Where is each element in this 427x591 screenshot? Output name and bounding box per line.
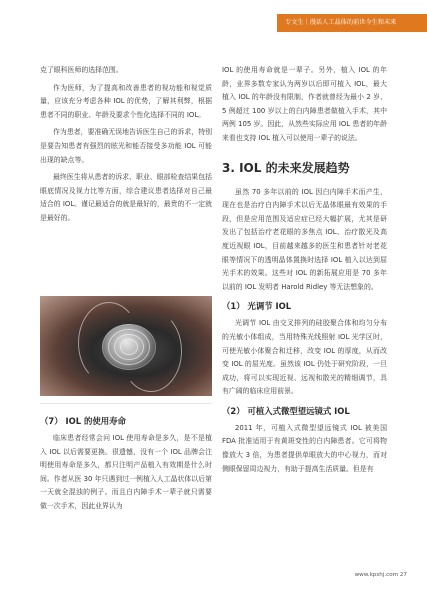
lens-optic xyxy=(102,324,156,370)
paragraph: 作为医师，为了提高和改善患者的视功能和视觉质量，应该充分考虑各种 IOL 的优势，了解其利弊，根据患者不同的职业、年龄及要求个性化选择不同的 IOL。 xyxy=(40,83,212,119)
paragraph: 光调节 IOL 由交叉排列的硅胶聚合体和均匀分布的光敏小体组成，当用特殊光线照射 IOL 光学区时，可使光敏小体聚合和迁移，改变 IOL 的厚度，从而改变 IOL 的屈光度。虽然该 IOL 仍处于研究阶段，一旦成功，将可以实现近视、远视和散光的精细调节，具有广阔的临床应用前景。 xyxy=(222,319,387,396)
paragraph: 2011 年，可植入式微型望远镜式 IOL 被美国 FDA 批准适用于有黄斑变性的白内障患者。它可将物像放大 3 倍，为患者提供单眼放大的中心视力，而对侧眼保留周边视力，有助于提高生活质量。但是有 xyxy=(222,423,387,473)
paragraph: 作为患者，要准确无误地告诉医生自己的诉求，特别是要告知患者有强烈的眩光和能否接受多功能 IOL 可能出现的缺点等。 xyxy=(40,128,212,164)
paragraph: 虽然 70 多年以前的 IOL 因白内障手术而产生，现在也是治疗白内障手术以后无晶体眼最有效果的手段，但是应用范围及适应症已经大幅扩展，尤其是研发出了包括治疗老花眼的多焦点 IOL、治疗散光及高度近视眼 IOL，目前越来越多的医生和患者针对老花眼等情况下的透明晶体置换时选择 IOL 植入以达到屈光手术的效果。这些对 IOL 的新拓展应用是 70 多年以前的 IOL 发明者 Harold Ridley 等无法想象的。 xyxy=(222,187,387,291)
iol-lens-photo xyxy=(40,296,212,396)
divider xyxy=(40,403,212,404)
left-column-lower xyxy=(40,409,212,518)
page-footer: www.kpshj.com 27 xyxy=(354,572,407,578)
paragraph: 临床患者经常会问 IOL 使用寿命是多久，是不是植入 IOL 以后需要更换。很遗憾，没有一个 IOL 品牌会注明使用寿命是多久，都只注明产品植入有效期是什么时间。作者从医 30 年只遇到过一例植入人工晶状体以后第一天就全混浊的例子。而且白内障手术一辈子就只需要做一次手术，因此业界认为 xyxy=(40,434,212,510)
paragraph: 最终医生将从患者的诉求、职业、眼部检查结果包括眼底情况及视力比等方面，综合建议患者选择对自己最适合的 IOL。谨记最适合的就是最好的，最贵的不一定就是最好的。 xyxy=(40,173,212,222)
right-column xyxy=(222,64,387,480)
paragraph: 克了眼科医师的选择范围。 xyxy=(40,66,123,74)
header-title: 专文生｜漫话人工晶体的前世今生和未来 xyxy=(285,19,397,26)
section-title: 3. IOL 的未来发展趋势 xyxy=(222,160,350,175)
header-banner xyxy=(277,14,427,32)
subsection-heading: （1） 光调节 IOL xyxy=(222,301,292,312)
lens-ring xyxy=(120,339,138,355)
left-column xyxy=(40,64,212,230)
section-heading: （7） IOL 的使用寿命 xyxy=(40,416,126,426)
subsection-heading: （2） 可植入式微型望远镜式 IOL xyxy=(222,405,350,416)
paragraph: IOL 的使用寿命就是一辈子。另外，植入 IOL 的年龄，业界多数专家认为两岁以后即可植入 IOL，最大植入 IOL 的年龄没有限制，作者就曾经为最小 2 岁、5 例超过 100 岁以上的白内障患者做植入手术，其中两例 105 岁。因此，从然些实际应用 IOL 患者的年龄来看也支持 IOL 植入可以使用一辈子的说法。 xyxy=(222,66,387,142)
